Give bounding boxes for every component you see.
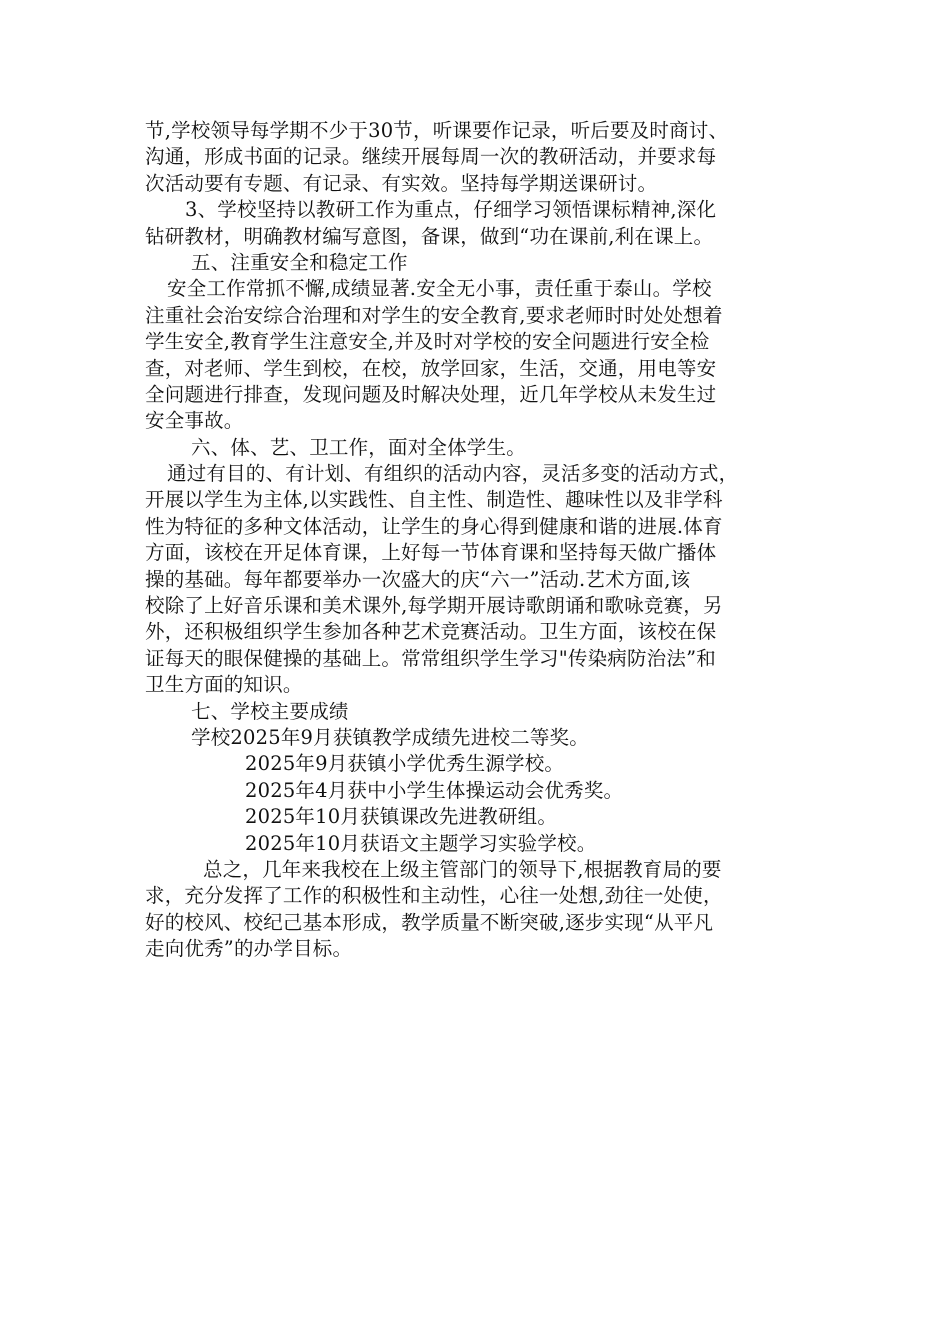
achievement-item: 2025年9月获镇小学优秀生源学校。 xyxy=(245,752,565,776)
text-line: 走向优秀”的办学目标。 xyxy=(145,937,353,961)
text-line: 操的基础。每年都要举办一次盛大的庆“六一”活动.艺术方面,该 xyxy=(145,567,691,591)
section-heading: 七、学校主要成绩 xyxy=(191,699,349,723)
paragraph-teaching-research xyxy=(145,197,813,250)
document-body xyxy=(145,118,813,963)
achievements-list xyxy=(145,725,813,857)
text-line: 性为特征的多种文体活动，让学生的身心得到健康和谐的进展.体育 xyxy=(145,514,723,538)
achievement-item: 2025年10月获语文主题学习实验学校。 xyxy=(245,831,597,855)
section-heading: 六、体、艺、卫工作，面对全体学生。 xyxy=(191,435,526,459)
text-line: 全问题进行排查，发现问题及时解决处理，近几年学校从未发生过 xyxy=(145,382,717,406)
section-heading-sports-arts-health xyxy=(145,435,813,461)
paragraph-teaching-observation xyxy=(145,118,813,197)
text-line: 学生安全,教育学生注意安全,并及时对学校的安全问题进行安全检 xyxy=(145,330,710,354)
text-line: 求，充分发挥了工作的积极性和主动性，心往一处想,劲往一处使， xyxy=(145,884,723,908)
text-line: 总之，几年来我校在上级主管部门的领导下,根据教育局的要 xyxy=(203,857,722,881)
text-line: 安全工作常抓不懈,成绩显著.安全无小事，责任重于泰山。学校 xyxy=(167,277,712,301)
achievement-item: 2025年10月获镇课改先进教研组。 xyxy=(245,805,558,829)
text-line: 校除了上好音乐课和美术课外,每学期开展诗歌朗诵和歌咏竞赛，另 xyxy=(145,594,723,618)
text-line: 注重社会治安综合治理和对学生的安全教育,要求老师时时处处想着 xyxy=(145,303,723,327)
paragraph-sports-arts-health xyxy=(145,461,813,699)
text-line: 证每天的眼保健操的基础上。常常组织学生学习"传染病防治法”和 xyxy=(145,646,716,670)
text-line: 钻研教材，明确教材编写意图，备课，做到“功在课前,利在课上。 xyxy=(145,224,714,248)
section-heading-safety xyxy=(145,250,813,276)
text-line: 查，对老师、学生到校，在校，放学回家，生活，交通，用电等安 xyxy=(145,356,717,380)
paragraph-conclusion xyxy=(145,857,813,963)
text-line: 外，还积极组织学生参加各种艺术竞赛活动。卫生方面，该校在保 xyxy=(145,620,717,644)
text-line: 好的校风、校纪己基本形成，教学质量不断突破,逐步实现“从平凡 xyxy=(145,910,714,934)
section-heading: 五、注重安全和稳定工作 xyxy=(191,250,408,274)
achievement-item: 2025年4月获中小学生体操运动会优秀奖。 xyxy=(245,778,624,802)
text-line: 3、学校坚持以教研工作为重点，仔细学习领悟课标精神,深化 xyxy=(185,198,717,222)
text-line: 卫生方面的知识。 xyxy=(145,673,303,697)
text-line: 沟通，形成书面的记录。继续开展每周一次的教研活动，并要求每 xyxy=(145,145,717,169)
text-line: 安全事故。 xyxy=(145,409,244,433)
paragraph-safety xyxy=(145,276,813,434)
text-line: 节,学校领导每学期不少于30节，听课要作记录，听后要及时商讨、 xyxy=(145,119,729,142)
text-line: 次活动要有专题、有记录、有实效。坚持每学期送课研讨。 xyxy=(145,171,658,195)
text-line: 方面，该校在开足体育课，上好每一节体育课和坚持每天做广播体 xyxy=(145,541,717,565)
section-heading-achievements xyxy=(145,699,813,725)
text-line: 开展以学生为主体,以实践性、自主性、制造性、趣味性以及非学科 xyxy=(145,488,723,512)
text-line: 通过有目的、有计划、有组织的活动内容，灵活多变的活动方式， xyxy=(167,462,739,486)
achievement-item: 学校2025年9月获镇教学成绩先进校二等奖。 xyxy=(191,725,589,749)
